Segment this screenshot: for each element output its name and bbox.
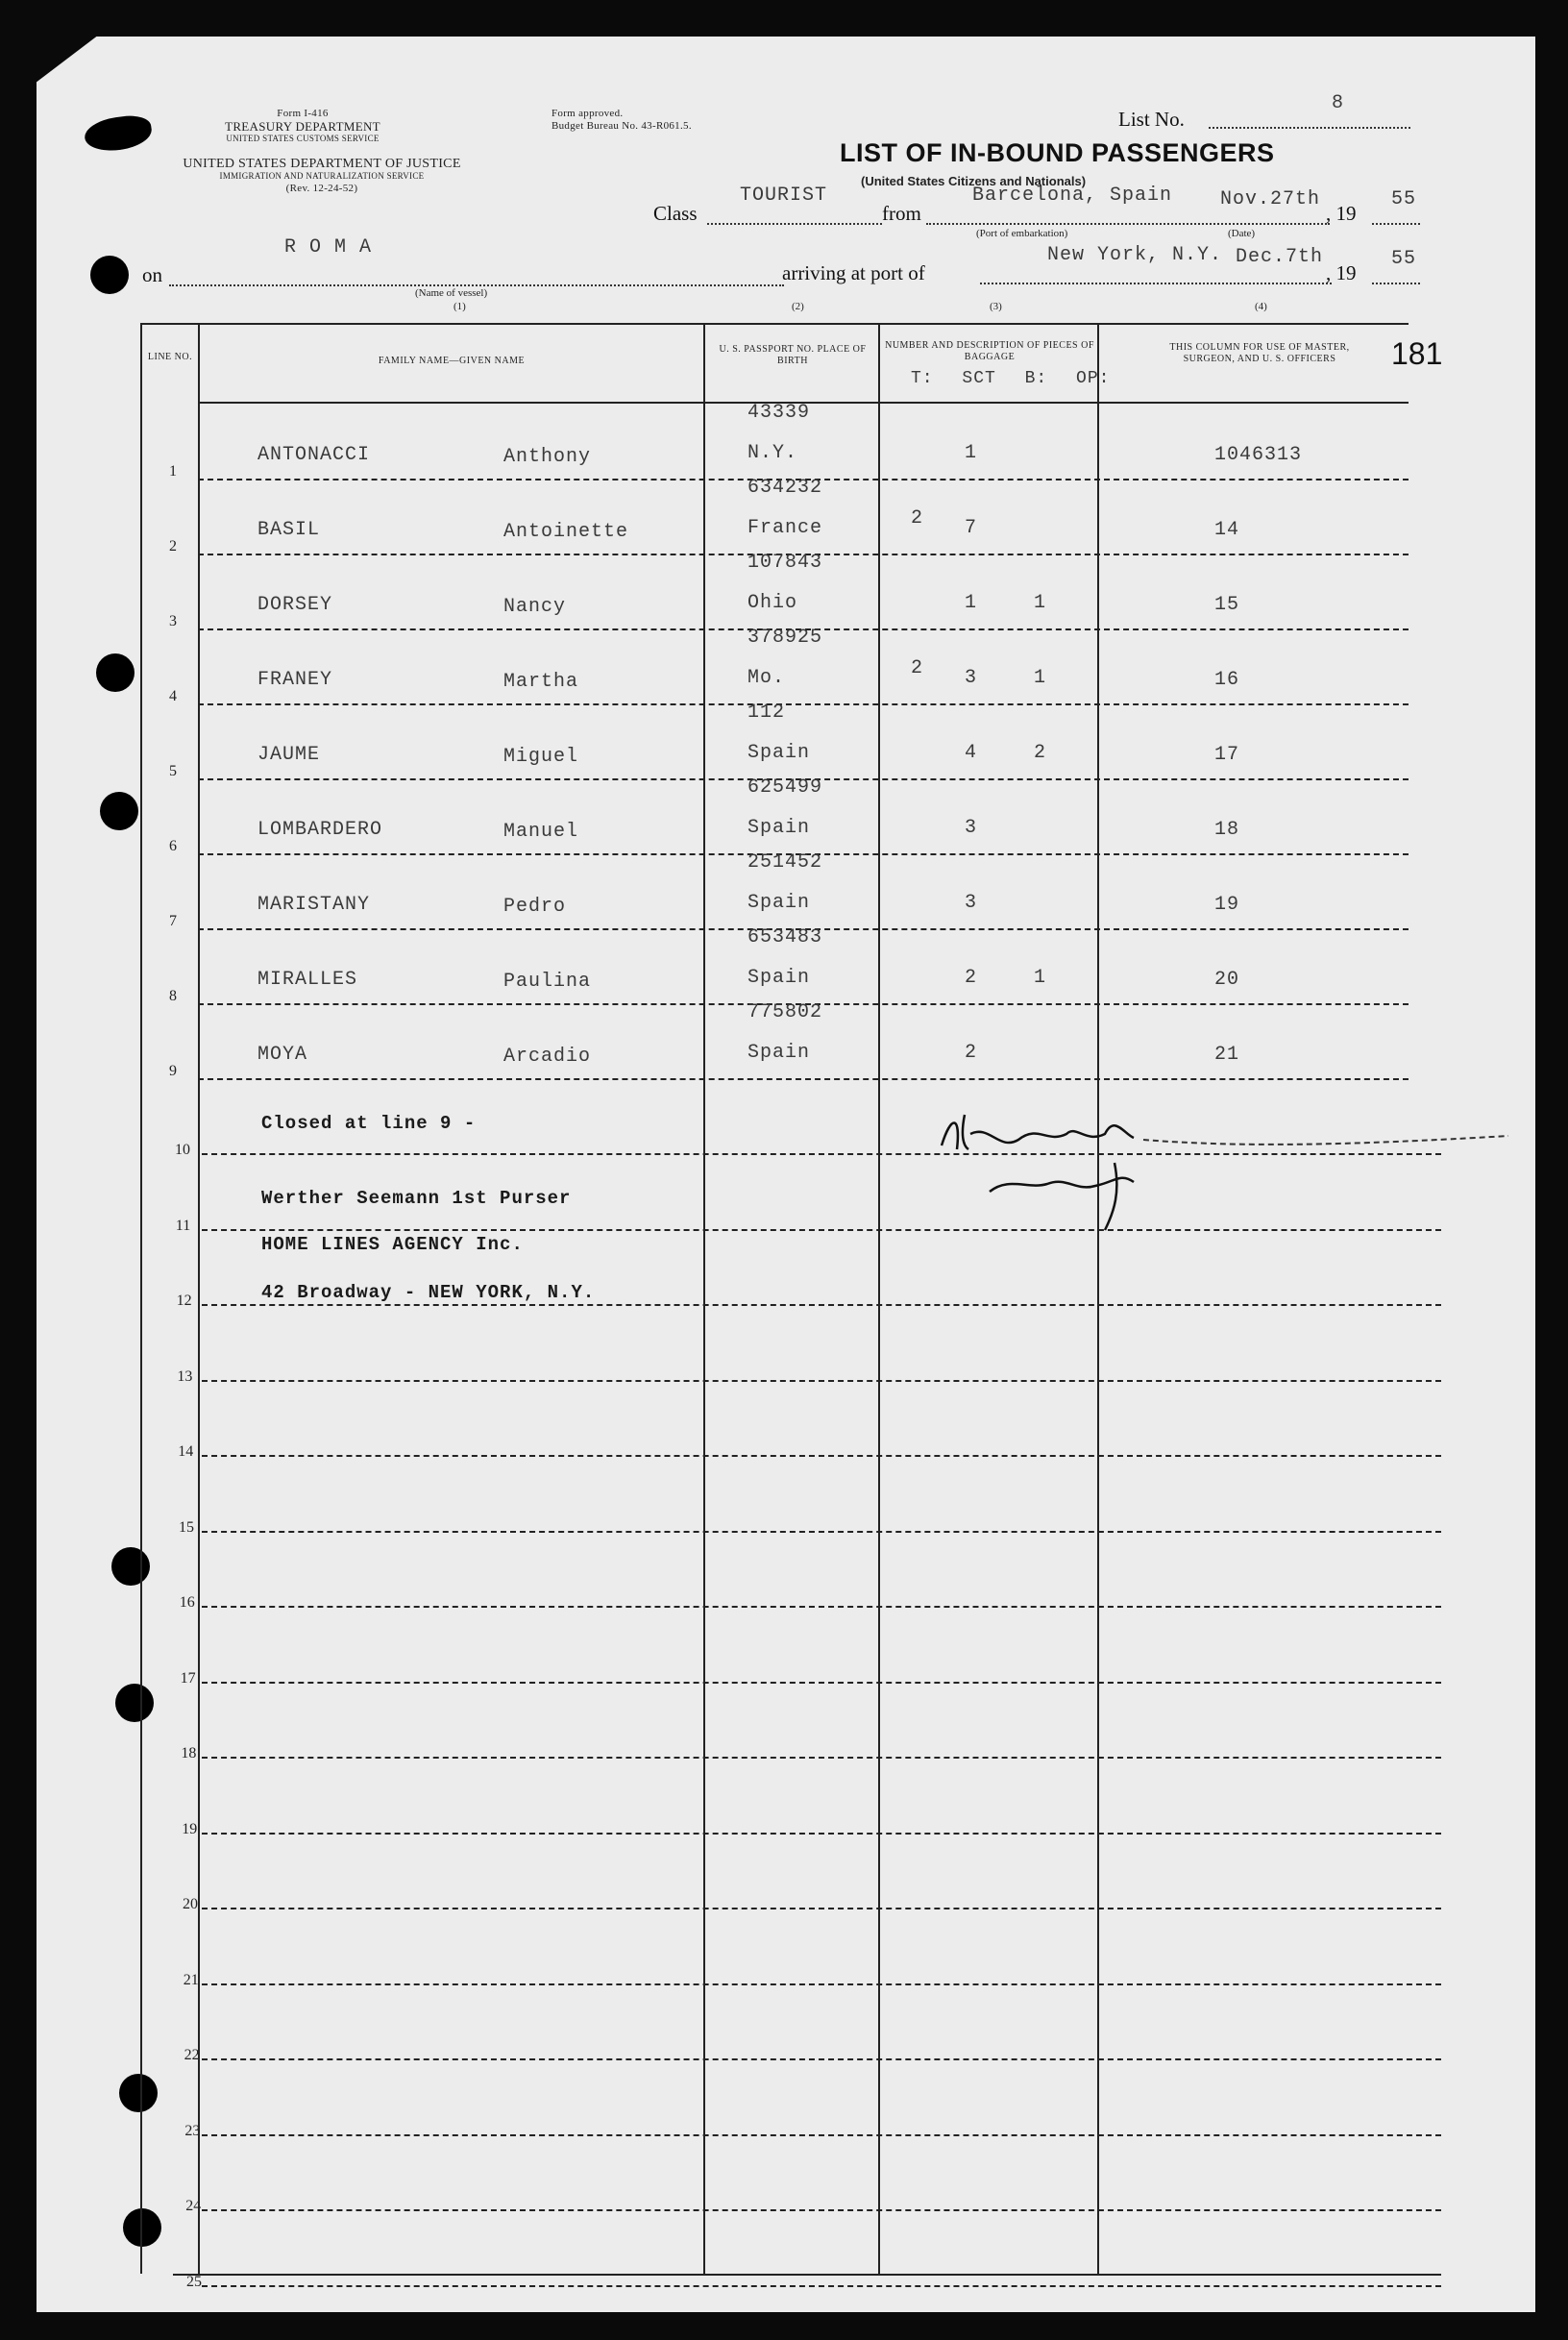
given-name: Arcadio [503,1046,592,1068]
col-header-line: LINE NO. [147,352,193,362]
family-name: JAUME [257,744,321,766]
line-number: 5 [169,763,177,779]
passport-number: 43339 [747,402,811,424]
passport-number: 112 [747,702,786,724]
row-divider [202,1304,1441,1306]
baggage-bags: 1 [1034,667,1047,689]
line-number: 10 [175,1142,190,1158]
baggage-suitcases: 1 [965,442,978,464]
punch-hole [123,2208,161,2247]
family-name: MOYA [257,1044,308,1066]
col-num-2: (2) [792,301,804,312]
col-num-1: (1) [453,301,466,312]
officer-entry: 16 [1214,669,1240,691]
family-name: FRANEY [257,669,333,691]
revision-label: (Rev. 12-24-52) [285,183,358,194]
officer-entry: 19 [1214,894,1240,916]
line-number: 23 [184,2122,201,2139]
place-of-birth: Spain [747,1042,811,1064]
page-number: 181 [1391,336,1443,371]
punch-hole [90,256,129,294]
line-number: 2 [169,538,177,554]
budget-bureau: Budget Bureau No. 43-R061.5. [551,120,692,132]
line-number: 15 [179,1518,194,1536]
line-number: 8 [169,988,177,1004]
arrival-port: New York, N.Y. [1047,244,1223,266]
year-prefix: , 19 [1326,202,1357,225]
line-number: 4 [169,688,177,704]
officer-entry: 15 [1214,594,1240,616]
line-number: 14 [178,1443,194,1460]
baggage-suitcases: 1 [965,592,978,614]
line-number: 18 [181,1745,197,1761]
arrival-year-prefix: , 19 [1326,261,1357,284]
baggage-suitcases: 7 [965,517,978,539]
row-divider [202,2058,1441,2060]
family-name: BASIL [257,519,321,541]
given-name: Nancy [503,596,567,618]
class-value: TOURIST [740,185,828,207]
embarkation-note: (Port of embarkation) [976,228,1068,239]
baggage-trunks: 2 [911,507,924,530]
col-header-baggage: NUMBER AND DESCRIPTION OF PIECES OF BAGGAGE [885,340,1094,362]
baggage-suitcases: 3 [965,892,978,914]
line-number: 19 [182,1820,198,1837]
officer-signature [922,1096,1518,1249]
place-of-birth: Spain [747,742,811,764]
vessel-note: (Name of vessel) [415,287,488,299]
row-divider [202,1908,1441,1909]
row-divider [202,1229,1441,1231]
place-of-birth: Mo. [747,667,786,689]
agency-note: HOME LINES AGENCY Inc. [261,1234,524,1255]
line-number: 1 [169,463,177,480]
family-name: ANTONACCI [257,444,371,466]
officer-entry: 18 [1214,819,1240,841]
place-of-birth: Ohio [747,592,798,614]
from-label: from [882,202,921,225]
row-divider [202,1455,1441,1457]
punch-hole [111,1547,150,1586]
baggage-suitcases: 3 [965,667,978,689]
passport-number: 775802 [747,1001,823,1023]
passport-number: 625499 [747,776,823,799]
baggage-suitcases: 4 [965,742,978,764]
given-name: Anthony [503,446,592,468]
address-note: 42 Broadway - NEW YORK, N.Y. [261,1282,596,1303]
arrival-year: 55 [1391,248,1417,270]
line-number: 3 [169,613,177,629]
col-header-name: FAMILY NAME—GIVEN NAME [378,356,526,366]
row-divider [202,1682,1441,1684]
passport-number: 378925 [747,627,823,649]
vessel-name: ROMA [284,236,385,259]
from-value: Barcelona, Spain [972,185,1173,207]
line-number: 22 [184,2047,200,2063]
customs-label: UNITED STATES CUSTOMS SERVICE [226,134,380,143]
closed-note: Closed at line 9 - [261,1113,477,1134]
line-number: 6 [169,838,177,854]
officer-entry: 17 [1214,744,1240,766]
punch-hole [119,2074,158,2112]
officer-entry: 14 [1214,519,1240,541]
place-of-birth: Spain [747,967,811,989]
row-divider [202,1757,1441,1759]
baggage-bags: 1 [1034,967,1047,989]
col-header-officers: THIS COLUMN FOR USE OF MASTER, SURGEON, AND U. S. OFFICERS [1169,342,1350,364]
line-number: 11 [175,1217,191,1234]
line-number: 16 [179,1594,195,1611]
col-num-3: (3) [990,301,1002,312]
passport-number: 107843 [747,552,823,574]
arrival-date: Dec.7th [1236,246,1324,268]
line-number: 20 [183,1896,198,1912]
family-name: DORSEY [257,594,333,616]
row-divider [202,1983,1441,1985]
line-number: 21 [183,1971,199,1988]
row-divider [202,1153,1441,1155]
row-divider [202,1833,1441,1835]
given-name: Paulina [503,971,592,993]
given-name: Pedro [503,896,567,918]
row-divider [198,1078,1409,1080]
date-note: (Date) [1228,228,1256,239]
line-number: 24 [185,2198,202,2214]
officer-entry: 20 [1214,969,1240,991]
line-number: 7 [169,913,177,929]
col-num-4: (4) [1255,301,1267,312]
list-no-label: List No. [1118,108,1185,131]
baggage-suitcases: 3 [965,817,978,839]
departure-year: 55 [1391,188,1417,210]
place-of-birth: Spain [747,817,811,839]
given-name: Manuel [503,821,579,843]
page-title: LIST OF IN-BOUND PASSENGERS [840,138,1275,167]
officer-entry: 1046313 [1214,444,1303,466]
on-label: on [142,263,162,286]
baggage-bags: 1 [1034,592,1047,614]
col-header-passport: U. S. PASSPORT NO. PLACE OF BIRTH [719,344,867,366]
row-divider [202,2285,1441,2287]
row-divider [202,1531,1441,1533]
given-name: Martha [503,671,579,693]
place-of-birth: Spain [747,892,811,914]
line-number: 12 [176,1293,192,1309]
form-number: Form I-416 [277,108,329,119]
line-number: 25 [186,2273,202,2290]
arriving-label: arriving at port of [782,261,925,284]
class-label: Class [653,202,698,225]
passport-number: 251452 [747,851,823,874]
row-divider [198,703,1409,705]
place-of-birth: N.Y. [747,442,798,464]
list-no-value: 8 [1332,92,1345,114]
passport-number: 653483 [747,926,823,948]
page-subtitle: (United States Citizens and Nationals) [861,174,1087,188]
punch-hole [100,792,138,830]
officer-entry: 21 [1214,1044,1240,1066]
line-number: 9 [169,1063,177,1079]
given-name: Miguel [503,746,579,768]
row-divider [202,2209,1441,2211]
passport-number: 634232 [747,477,823,499]
doj-label: UNITED STATES DEPARTMENT OF JUSTICE [183,157,461,171]
baggage-bags: 2 [1034,742,1047,764]
purser-note: Werther Seemann 1st Purser [261,1188,572,1209]
ins-label: IMMIGRATION AND NATURALIZATION SERVICE [219,171,425,181]
family-name: LOMBARDERO [257,819,383,841]
departure-date: Nov.27th [1220,188,1321,210]
punch-hole [96,653,135,692]
baggage-trunks: 2 [911,657,924,679]
row-divider [202,1606,1441,1608]
form-approved: Form approved. [551,108,624,119]
baggage-suitcases: 2 [965,1042,978,1064]
line-number: 13 [177,1367,193,1385]
family-name: MARISTANY [257,894,371,916]
family-name: MIRALLES [257,969,358,991]
treasury-label: TREASURY DEPARTMENT [225,119,380,134]
place-of-birth: France [747,517,823,539]
baggage-suitcases: 2 [965,967,978,989]
row-divider [202,2134,1441,2136]
baggage-codes: T: SCT B: OP: [911,369,1111,388]
row-divider [202,1380,1441,1382]
given-name: Antoinette [503,521,629,543]
punch-hole [115,1684,154,1722]
line-number: 17 [180,1669,196,1687]
